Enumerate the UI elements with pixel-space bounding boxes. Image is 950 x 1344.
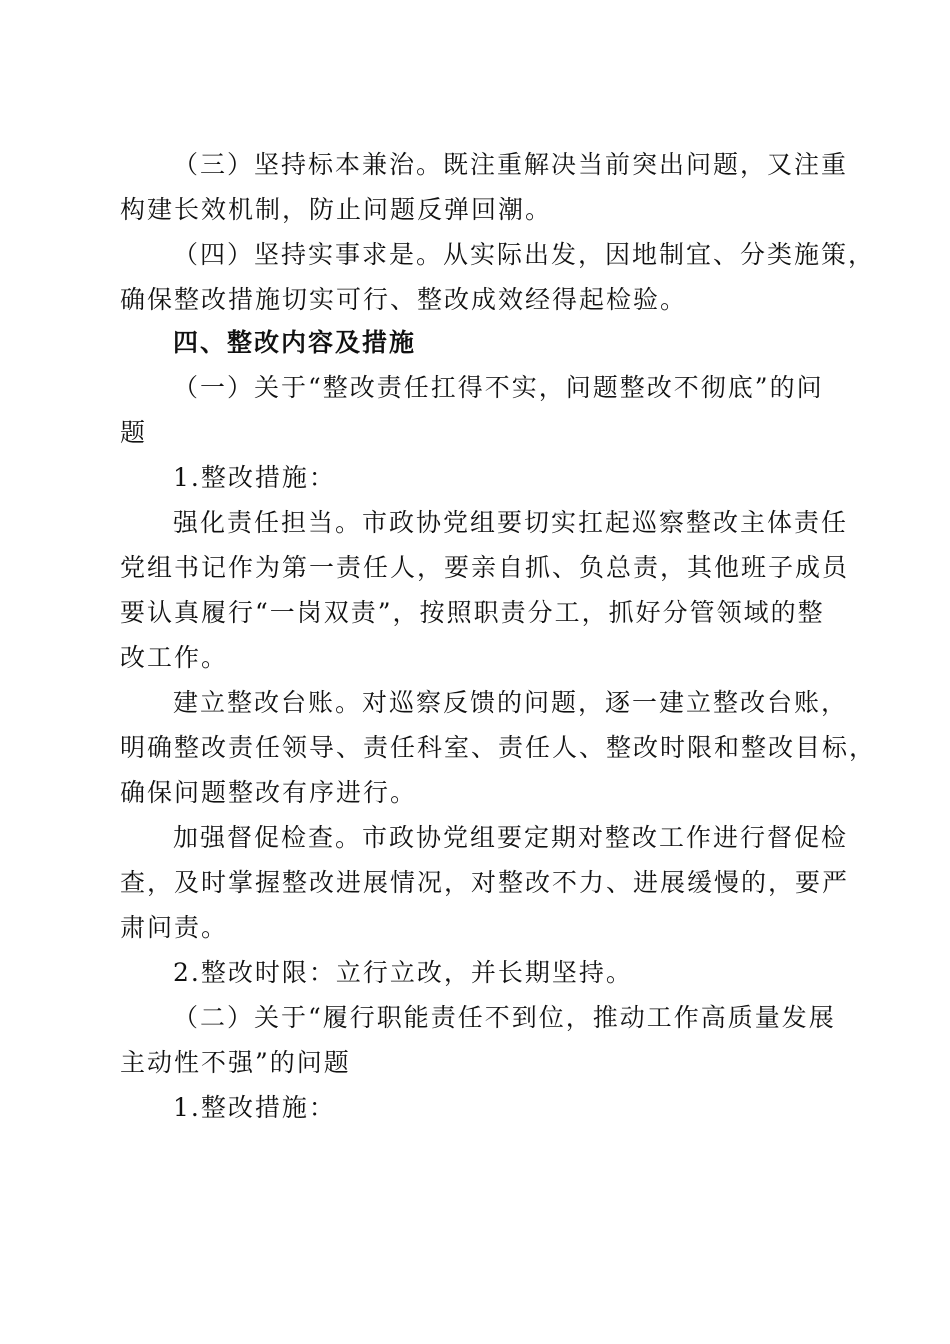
paragraph-responsibility-line-1: 强化责任担当。市政协党组要切实扛起巡察整改主体责任 <box>173 508 849 537</box>
section-heading-four: 四、整改内容及措施 <box>173 328 417 357</box>
paragraph-responsibility-line-2: 党组书记作为第一责任人，要亲自抓、负总责，其他班子成员 <box>120 553 850 582</box>
paragraph-ledger-line-2: 明确整改责任领导、责任科室、责任人、整改时限和整改目标， <box>120 733 877 762</box>
issue-two-title-line-2: 主动性不强”的问题 <box>120 1048 351 1077</box>
issue-two-title-line-1: （二）关于“履行职能责任不到位，推动工作高质量发展 <box>173 1003 836 1032</box>
principle-three-line-2: 构建长效机制，防止问题反弹回潮。 <box>120 195 553 224</box>
paragraph-responsibility-line-4: 改工作。 <box>120 643 229 672</box>
issue-two-measures-label: 1.整改措施： <box>173 1093 336 1122</box>
issue-one-deadline: 2.整改时限：立行立改，并长期坚持。 <box>173 958 633 987</box>
issue-one-title-line-1: （一）关于“整改责任扛得不实，问题整改不彻底”的问 <box>173 373 824 402</box>
principle-three-line-1: （三）坚持标本兼治。既注重解决当前突出问题，又注重 <box>173 150 849 179</box>
paragraph-responsibility-line-3: 要认真履行“一岗双责”，按照职责分工，抓好分管领域的整 <box>120 598 825 627</box>
principle-four-line-1: （四）坚持实事求是。从实际出发，因地制宜、分类施策， <box>173 240 876 269</box>
paragraph-supervision-line-2: 查，及时掌握整改进展情况，对整改不力、进展缓慢的，要严 <box>120 868 850 897</box>
paragraph-supervision-line-3: 肃问责。 <box>120 913 229 942</box>
issue-one-measures-label: 1.整改措施： <box>173 463 336 492</box>
paragraph-supervision-line-1: 加强督促检查。市政协党组要定期对整改工作进行督促检 <box>173 823 849 852</box>
principle-four-line-2: 确保整改措施切实可行、整改成效经得起检验。 <box>120 285 688 314</box>
paragraph-ledger-line-1: 建立整改台账。对巡察反馈的问题，逐一建立整改台账， <box>173 688 849 717</box>
issue-one-title-line-2: 题 <box>120 418 148 447</box>
paragraph-ledger-line-3: 确保问题整改有序进行。 <box>120 778 418 807</box>
